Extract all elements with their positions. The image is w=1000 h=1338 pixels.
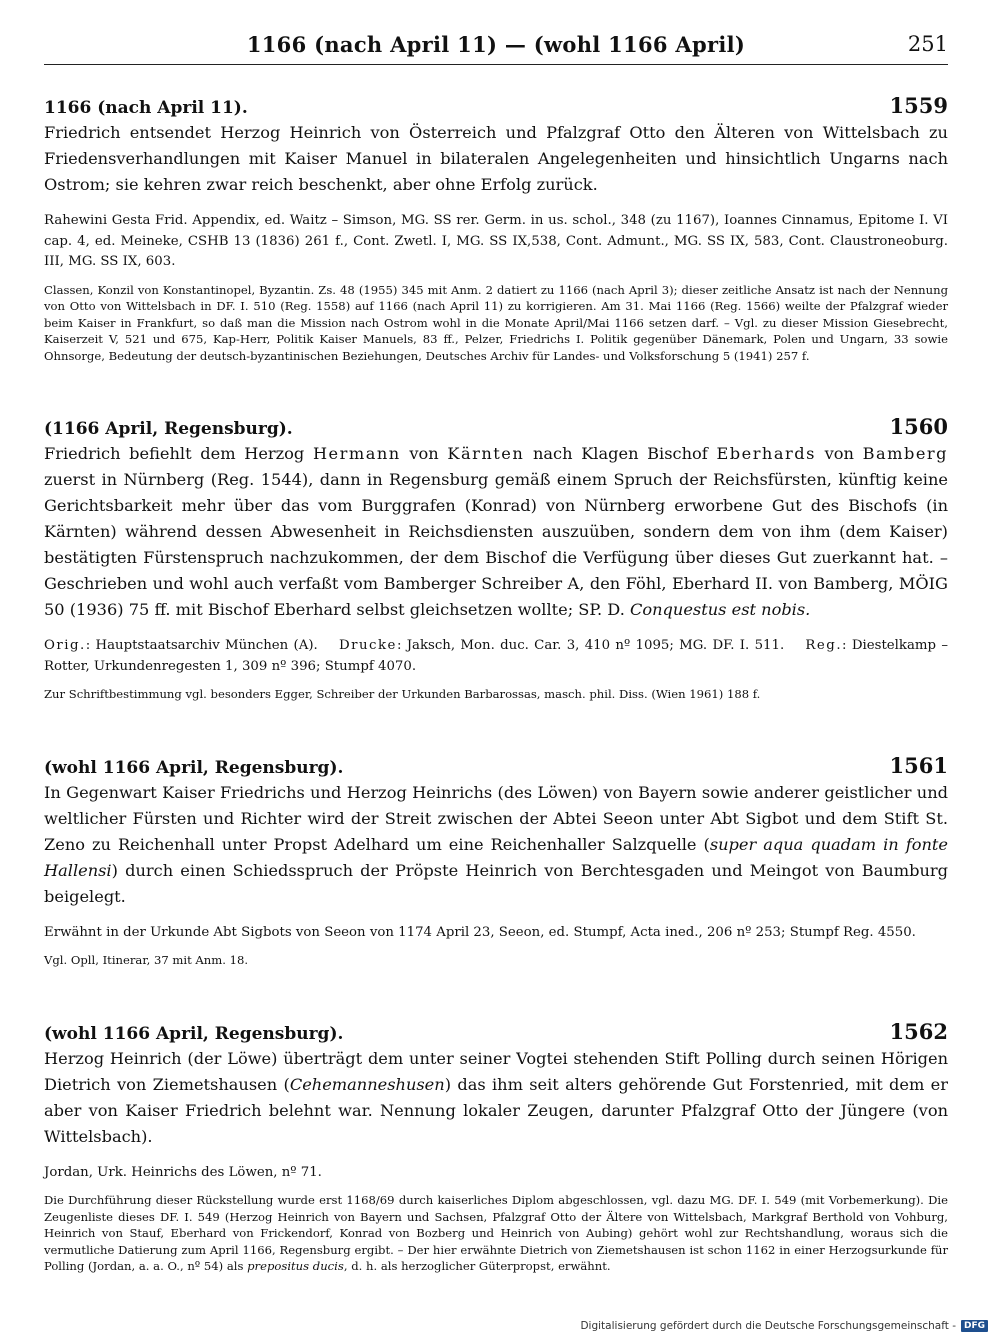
- reg-label: Reg.: [805, 638, 843, 653]
- regest-entry-1560: [44, 414, 948, 703]
- entry-number: 1562: [889, 1018, 948, 1044]
- entry-text: In Gegenwart Kaiser Friedrichs und Herzog Heinrichs (des Löwen) von Bayern sowie anderer geistlicher und weltlicher Fürsten und Richter wird der Streit zwischen der Abtei Seeon unter Abt Sigbot und dem Stift St. Zeno zu Reichenhall unter Propst Adelhard um eine Reichenhaller Salzquelle (super aqua quadam in fonte Hallensi) durch einen Schiedsspruch der Pröpste Heinrich von Berchtesgaden und Meingot von Baumburg beigelegt.: [44, 782, 948, 906]
- document-page: [44, 30, 948, 1275]
- spaced-name: Kärnten: [447, 444, 525, 463]
- page-number: 251: [907, 32, 948, 56]
- entry-sources: Jordan, Urk. Heinrichs des Löwen, nº 71.: [44, 1164, 322, 1180]
- running-title: 1166 (nach April 11) — (wohl 1166 April): [246, 32, 746, 57]
- entry-date: (wohl 1166 April, Regensburg).: [44, 1023, 344, 1044]
- entry-date: (1166 April, Regensburg).: [44, 419, 293, 439]
- entry-notes: Zur Schriftbestimmung vgl. besonders Egger, Schreiber der Urkunden Barbarossas, masch. phil. Diss. (Wien 1961) 188 f.: [44, 687, 761, 701]
- entry-text: Herzog Heinrich (der Löwe) überträgt dem unter seiner Vogtei stehenden Stift Polling durch seinen Hörigen Dietrich von Ziemetshausen (Cehemanneshusen) das ihm seit alters gehörende Gut Forstenried, mit dem er aber von Kaiser Friedrich belehnt war. Nennung lokaler Zeugen, darunter Pfalzgraf Otto der Jüngere (von Wittelsbach).: [44, 1048, 948, 1146]
- latin-term: prepositus ducis: [247, 1259, 344, 1273]
- entry-sources: Orig.: Hauptstaatsarchiv München (A). Drucke: Jaksch, Mon. duc. Car. 3, 410 nº 1095; MG. DF. I. 511. Reg.: Diestelkamp – Rotter, Urkundenregesten 1, 309 nº 396; Stumpf 4070.: [44, 638, 948, 674]
- entry-number: 1561: [889, 752, 948, 778]
- place-name: Cehemanneshusen: [289, 1074, 445, 1094]
- entry-number: 1559: [889, 93, 948, 118]
- spaced-name: Eberhards: [716, 444, 816, 463]
- entry-text: Friedrich befiehlt dem Herzog Hermann von Kärnten nach Klagen Bischof Eberhards von Bamberg zuerst in Nürnberg (Reg. 1544), dann in Regensburg gemäß einem Spruch der Reichsfürsten, künftig keine Gerichtsbarkeit mehr über das vom Burggrafen (Konrad) von Nürnberg erworbene Gut des Bischofs (in Kärnten) während dessen Abwesenheit in Reichsdiensten auszuüben, sondern dem von ihm (dem Kaiser) bestätigten Fürstenspruch nachzukommen, der dem Bischof die Verfügung über dieses Gut zuerkannt hat. – Geschrieben und wohl auch verfaßt vom Bamberger Schreiber A, den Föhl, Eberhard II. von Bamberg, MÖIG 50 (1936) 75 ff. mit Bischof Eberhard selbst gleichsetzen wollte; SP. D. Conquestus est nobis.: [44, 444, 949, 619]
- entry-notes: Classen, Konzil von Konstantinopel, Byzantin. Zs. 48 (1955) 345 mit Anm. 2 datiert zu 1166 (nach April 3); dieser zeitliche Ansatz ist nach der Nennung von Otto von Wittelsbach in DF. I. 510 (Reg. 1558) auf 1166 (nach April 11) zu korrigieren. Am 31. Mai 1166 (Reg. 1566) weilte der Pfalzgraf wieder beim Kaiser in Frankfurt, so daß man die Mission nach Ostrom wohl in die Monate April/Mai 1166 setzen darf. – Vgl. zu dieser Mission Giesebrecht, Kaiserzeit V, 521 und 675, Kap-Herr, Politik Kaiser Manuels, 83 ff., Pelzer, Friedrichs I. Politik gegenüber Dänemark, Polen und Ungarn, 33 sowie Ohnsorge, Bedeutung der deutsch-byzantinischen Beziehungen, Deutsches Archiv für Landes- und Volksforschung 5 (1941) 257 f.: [44, 282, 948, 363]
- orig-label: Orig.: [44, 638, 86, 653]
- entry-date: (wohl 1166 April, Regensburg).: [44, 757, 344, 778]
- entry-heading: [44, 1019, 948, 1044]
- regest-entry-1562: [44, 1019, 948, 1275]
- dfg-logo: DFG: [961, 1320, 988, 1332]
- running-header: [44, 30, 948, 65]
- entry-notes: Vgl. Opll, Itinerar, 37 mit Anm. 18.: [44, 953, 249, 967]
- spaced-name: Hermann: [312, 444, 401, 463]
- entry-date: 1166 (nach April 11).: [44, 98, 248, 118]
- regest-entry-1559: [44, 93, 948, 364]
- entry-heading: [44, 93, 948, 118]
- credit-text: Digitalisierung gefördert durch die Deutsche Forschungsgemeinschaft -: [580, 1320, 956, 1332]
- entry-text: Friedrich entsendet Herzog Heinrich von Österreich und Pfalzgraf Otto den Älteren von Wittelsbach zu Friedensverhandlungen mit Kaiser Manuel in bilateralen Angelegenheiten und hinsichtlich Ungarns nach Ostrom; sie kehren zwar reich beschenkt, aber ohne Erfolg zurück.: [44, 123, 948, 194]
- drucke-label: Drucke: [338, 638, 397, 653]
- latin-quote: super aqua quadam in fonte Hallensi: [44, 834, 948, 880]
- spaced-name: Bamberg: [862, 444, 949, 463]
- entry-notes: Die Durchführung dieser Rückstellung wurde erst 1168/69 durch kaiserliches Diplom abgeschlossen, vgl. dazu MG. DF. I. 549 (mit Vorbemerkung). Die Zeugenliste dieses DF. I. 549 (Herzog Heinrich von Bayern und Sachsen, Pfalzgraf Otto der Ältere von Wittelsbach, Markgraf Berthold von Vohburg, Heinrich von Stauf, Eberhard von Frickendorf, Konrad von Bozberg und Heinrich von Aubing) gehört wohl zur Rechtshandlung, woraus sich die vermutliche Datierung zum April 1166, Regensburg ergibt. – Der hier erwähnte Dietrich von Ziemetshausen ist schon 1162 in einer Herzogsurkunde für Polling (Jordan, a. a. O., nº 54) als prepositus ducis, d. h. als herzoglicher Güterpropst, erwähnt.: [44, 1193, 948, 1273]
- digitization-credit: [580, 1320, 988, 1332]
- entry-heading: [44, 414, 948, 439]
- regest-entry-1561: [44, 753, 948, 969]
- incipit: Conquestus est nobis.: [630, 600, 811, 619]
- entry-number: 1560: [889, 414, 948, 439]
- entry-sources: Rahewini Gesta Frid. Appendix, ed. Waitz – Simson, MG. SS rer. Germ. in us. schol., 348 (zu 1167), Ioannes Cinnamus, Epitome I. VI cap. 4, ed. Meineke, CSHB 13 (1836) 261 f., Cont. Zwetl. I, MG. SS IX,538, Cont. Admunt., MG. SS IX, 583, Cont. Claustroneoburg. III, MG. SS IX, 603.: [44, 213, 948, 269]
- entry-heading: [44, 753, 948, 778]
- entry-sources: Erwähnt in der Urkunde Abt Sigbots von Seeon von 1174 April 23, Seeon, ed. Stumpf, Acta ined., 206 nº 253; Stumpf Reg. 4550.: [44, 924, 916, 940]
